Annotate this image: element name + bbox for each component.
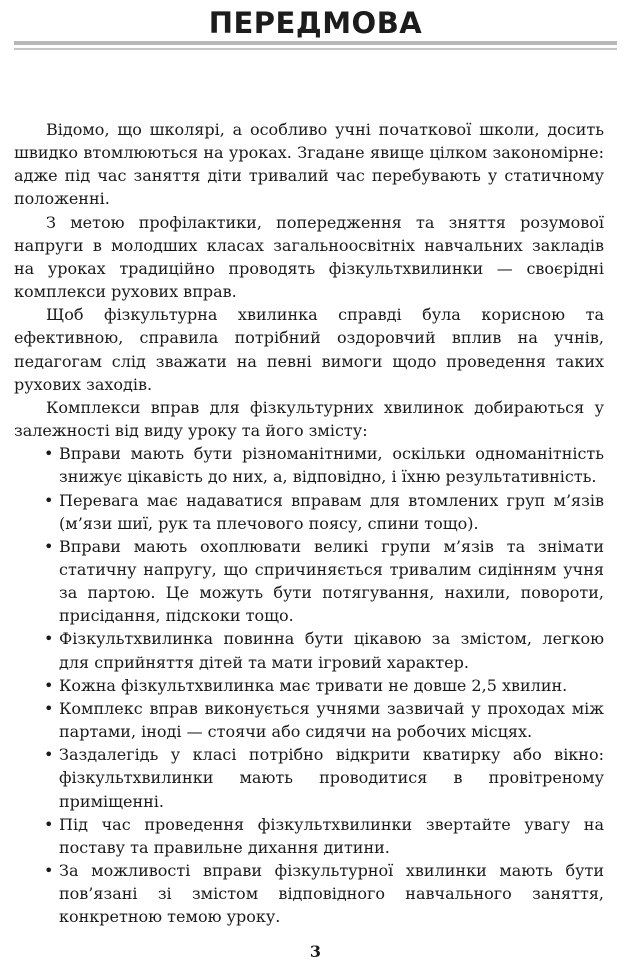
list-item-text: Кожна фізкультхвилинка має тривати не довше 2,5 хвилин. <box>59 675 568 695</box>
list-item <box>14 813 604 859</box>
bullet-icon: • <box>44 675 54 695</box>
title-rule-thick <box>14 41 617 45</box>
bullet-icon: • <box>44 536 54 556</box>
bullet-icon: • <box>44 745 54 765</box>
bullet-icon: • <box>44 861 54 880</box>
list-item <box>14 489 604 535</box>
list-item <box>14 859 604 928</box>
list-item <box>14 674 604 697</box>
paragraph-complexes: Комплекси вправ для фізкультурних хвилинок добираються у залежності від виду уроку та його змісту: <box>14 397 604 441</box>
paragraph-intro: Відомо, що школярі, а особливо учні початкової школи, досить швидко втомлюються на уроках. Згадане явище цілком закономірне: адже під час заняття діти тривалий час перебувають у статичному положенні. <box>14 120 604 209</box>
list-item <box>14 743 604 812</box>
list-item-text: Заздалегідь у класі потрібно відкрити кватирку або вікно: фізкультхвилинки мають проводитися в провітреному приміщенні. <box>59 745 604 811</box>
list-item-text: Вправи мають бути різноманітними, оскільки одноманітність знижує цікавість до них, а, відповідно, і їхню результативність. <box>59 444 604 487</box>
list-item-text: Перевага має надаватися вправам для втомлених груп м’язів (м’язи шиї, рук та плечового поясу, спини тощо). <box>59 490 604 533</box>
page-title: ПЕРЕДМОВА <box>208 6 423 40</box>
paragraph-requirements: Щоб фізкультурна хвилинка справді була корисною та ефективною, справила потрібний оздоровчий вплив на учнів, педагогам слід зважати на певні вимоги щодо проведення таких рухових заходів. <box>14 305 604 394</box>
title-rule-thin <box>14 48 617 50</box>
list-item-text: За можливості вправи фізкультурної хвилинки мають бути пов’язані зі змістом відповідного навчального заняття, конкретною темою уроку. <box>59 861 604 927</box>
page-number: 3 <box>309 942 322 961</box>
list-item-text: Комплекс вправ виконується учнями зазвичай у проходах між партами, іноді — стоячи або сидячи на робочих місцях. <box>59 698 604 742</box>
bullet-icon: • <box>44 698 54 718</box>
list-item-text: Фізкультхвилинка повинна бути цікавою за змістом, легкою для сприйняття дітей та мати ігровий характер. <box>59 629 604 672</box>
bullet-icon: • <box>44 444 54 464</box>
bullet-icon: • <box>44 814 54 834</box>
list-item <box>14 442 604 488</box>
list-item <box>14 535 604 628</box>
list-item-text: Вправи мають охоплювати великі групи м’язів та знімати статичну напругу, що спричиняється тривалим сидінням учня за партою. Це можуть бути потягування, нахили, повороти, присідання, підскоки тощо. <box>59 536 604 626</box>
list-item-text: Під час проведення фізкультхвилинки звертайте увагу на поставу та правильне дихання дитини. <box>59 814 604 857</box>
requirements-list <box>14 442 604 928</box>
list-item <box>14 697 604 743</box>
list-item <box>14 627 604 673</box>
bullet-icon: • <box>44 629 54 649</box>
paragraph-purpose: З метою профілактики, попередження та зняття розумової напруги в молодших класах загальноосвітніх навчальних закладів на уроках традиційно проводять фізкультхвилинки — своєрідні комплекси рухових вправ. <box>14 212 604 302</box>
bullet-icon: • <box>44 490 54 510</box>
body-text <box>14 118 604 928</box>
